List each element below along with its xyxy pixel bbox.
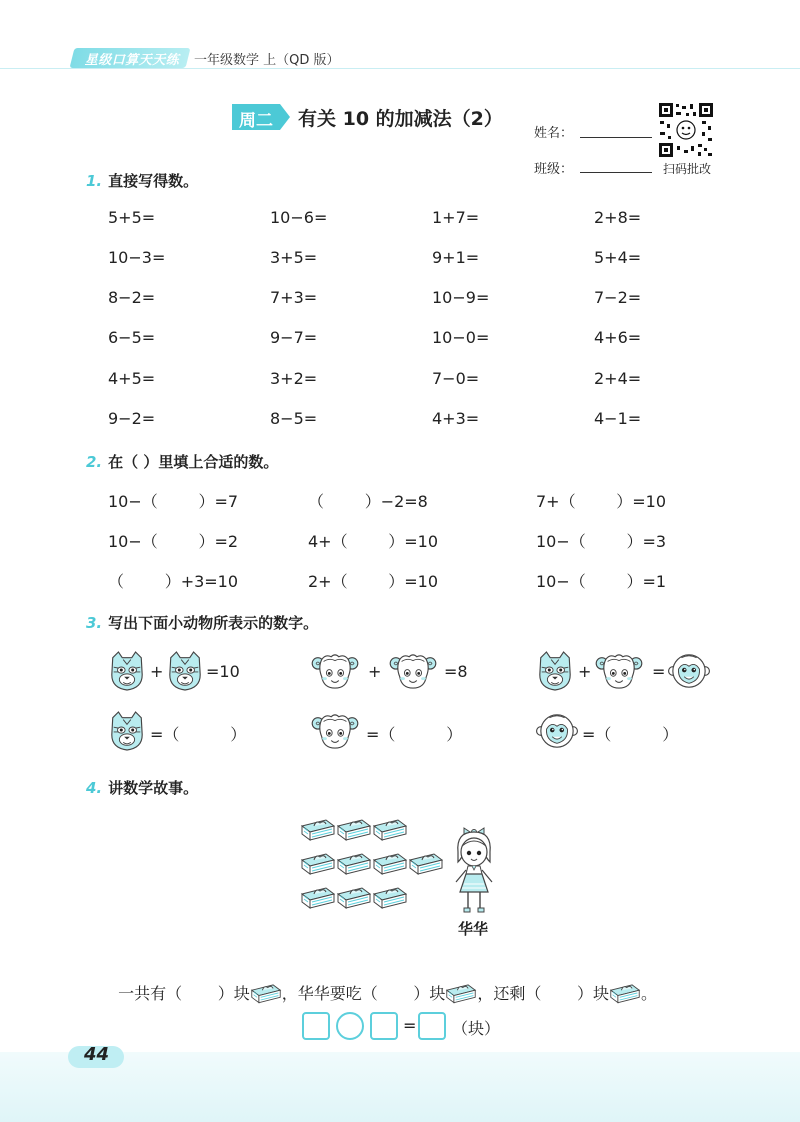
cake-icon <box>609 979 641 1005</box>
equation-result: =8 <box>444 662 468 681</box>
plus-sign: + <box>368 662 382 681</box>
problem[interactable]: 7−0= <box>432 369 480 388</box>
answer-box-result[interactable] <box>418 1012 446 1040</box>
tiger-icon <box>108 710 146 752</box>
section2-heading <box>86 451 278 472</box>
problem[interactable]: 4+3= <box>432 409 480 428</box>
problem[interactable]: 10−3= <box>108 248 166 267</box>
answer-box-subtrahend[interactable] <box>370 1012 398 1040</box>
section3-number: 3. <box>86 614 103 632</box>
header-divider <box>0 68 800 69</box>
sheep-icon <box>310 712 360 750</box>
story-part-eat[interactable]: ，华华要吃（ ）块 <box>281 983 446 1003</box>
story-part-total[interactable]: 一共有（ ）块 <box>118 983 250 1003</box>
tiger-answer-blank[interactable]: =（ ） <box>150 725 247 744</box>
plus-sign: + <box>150 662 164 681</box>
problem[interactable]: 2+4= <box>594 369 642 388</box>
answer-circle-operator[interactable] <box>336 1012 364 1040</box>
cake-icon <box>445 979 477 1005</box>
fill-blank-problem[interactable]: 4+（ ）=10 <box>308 532 439 551</box>
section1-title: 直接写得数。 <box>108 172 199 190</box>
fill-blank-problem[interactable]: 10−（ ）=1 <box>536 572 667 591</box>
cake-icon <box>300 848 336 876</box>
section4-title: 讲数学故事。 <box>108 779 199 797</box>
brand-title: 星级口算天天练 <box>84 53 180 68</box>
lesson-title: 有关 10 的加减法（2） <box>298 108 503 130</box>
problem[interactable]: 10−9= <box>432 288 490 307</box>
unit-label: （块） <box>452 1019 501 1038</box>
cake-icon <box>336 814 372 842</box>
problem[interactable]: 8−5= <box>270 409 318 428</box>
cake-icon <box>408 848 444 876</box>
problem[interactable]: 7−2= <box>594 288 642 307</box>
cake-icon <box>336 882 372 910</box>
monkey-icon <box>536 712 578 750</box>
tiger-icon <box>166 650 204 692</box>
page-number: 44 <box>84 1044 110 1065</box>
section4-number: 4. <box>86 779 103 797</box>
problem[interactable]: 5+5= <box>108 208 156 227</box>
cake-icon <box>372 814 408 842</box>
problem[interactable]: 6−5= <box>108 328 156 347</box>
problem[interactable]: 9−2= <box>108 409 156 428</box>
section1-heading <box>86 170 198 191</box>
fill-blank-problem[interactable]: 10−（ ）=3 <box>536 532 667 551</box>
cake-icon <box>336 848 372 876</box>
problem[interactable]: 10−6= <box>270 208 328 227</box>
fill-blank-problem[interactable]: 7+（ ）=10 <box>536 492 667 511</box>
fill-blank-problem[interactable]: 10−（ ）=7 <box>108 492 239 511</box>
subject-label: 一年级数学 上（QD 版） <box>194 53 340 68</box>
problem[interactable]: 1+7= <box>432 208 480 227</box>
problem[interactable]: 5+4= <box>594 248 642 267</box>
problem[interactable]: 7+3= <box>270 288 318 307</box>
girl-name: 华华 <box>458 920 489 938</box>
section3-title: 写出下面小动物所表示的数字。 <box>108 614 319 632</box>
fill-blank-problem[interactable]: 10−（ ）=2 <box>108 532 239 551</box>
problem[interactable]: 9−7= <box>270 328 318 347</box>
section2-title: 在（ ）里填上合适的数。 <box>108 453 279 471</box>
fill-blank-problem[interactable]: （ ）−2=8 <box>308 492 428 511</box>
class-line[interactable] <box>580 172 652 173</box>
problem[interactable]: 4−1= <box>594 409 642 428</box>
problem[interactable]: 4+6= <box>594 328 642 347</box>
cake-icon <box>300 882 336 910</box>
equation-result: =10 <box>206 662 240 681</box>
story-sentence <box>108 960 657 1005</box>
qr-caption: 扫码批改 <box>662 162 711 176</box>
equals-sign: = <box>652 662 666 681</box>
qr-code-icon[interactable] <box>658 102 714 158</box>
section2-number: 2. <box>86 453 103 471</box>
monkey-answer-blank[interactable]: =（ ） <box>582 725 679 744</box>
sheep-icon <box>388 652 438 690</box>
problem[interactable]: 9+1= <box>432 248 480 267</box>
story-part-left[interactable]: ，还剩（ ）块 <box>477 983 609 1003</box>
fill-blank-problem[interactable]: （ ）+3=10 <box>108 572 239 591</box>
cake-icon <box>300 814 336 842</box>
fill-blank-problem[interactable]: 2+（ ）=10 <box>308 572 439 591</box>
day-label: 周二 <box>239 111 273 131</box>
cake-icon <box>250 979 282 1005</box>
day-badge <box>232 104 292 130</box>
answer-box-minuend[interactable] <box>302 1012 330 1040</box>
section4-heading <box>86 777 198 798</box>
cake-icon <box>372 882 408 910</box>
section1-number: 1. <box>86 172 103 190</box>
section3-heading <box>86 612 318 633</box>
sheep-icon <box>310 652 360 690</box>
class-label: 班级： <box>534 162 574 177</box>
plus-sign: + <box>578 662 592 681</box>
story-period: 。 <box>641 983 658 1003</box>
problem[interactable]: 2+8= <box>594 208 642 227</box>
problem[interactable]: 3+2= <box>270 369 318 388</box>
tiger-icon <box>536 650 574 692</box>
girl-illustration-icon <box>446 822 502 918</box>
tiger-icon <box>108 650 146 692</box>
problem[interactable]: 3+5= <box>270 248 318 267</box>
problem[interactable]: 8−2= <box>108 288 156 307</box>
sheep-answer-blank[interactable]: =（ ） <box>366 725 463 744</box>
problem[interactable]: 10−0= <box>432 328 490 347</box>
sheep-icon <box>594 652 644 690</box>
problem[interactable]: 4+5= <box>108 369 156 388</box>
cake-icon <box>372 848 408 876</box>
name-line[interactable] <box>580 137 652 138</box>
monkey-icon <box>668 652 710 690</box>
equals-sign: = <box>403 1016 417 1035</box>
name-label: 姓名： <box>534 126 574 141</box>
